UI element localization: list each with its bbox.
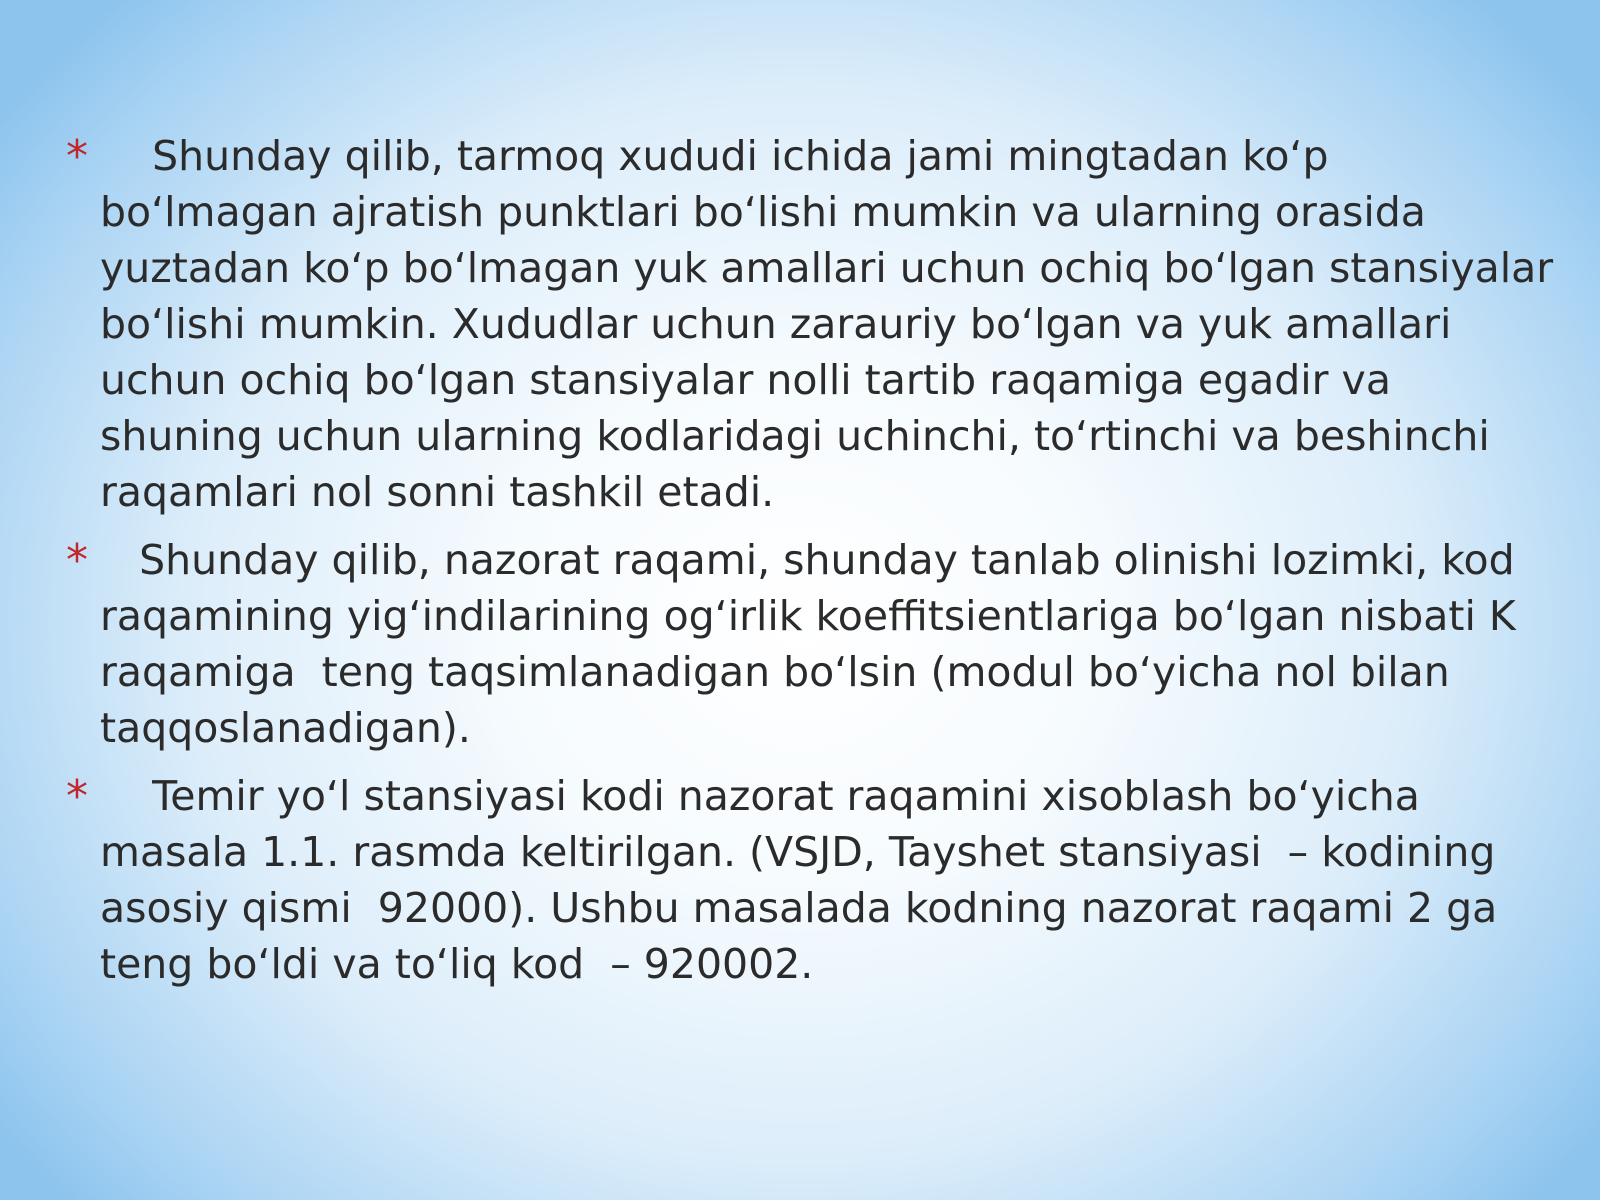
bullet-item <box>66 128 1567 520</box>
asterisk-bullet-icon: * <box>66 535 88 586</box>
bullet-text: Shunday qilib, tarmoq xududi ichida jami mingtadan ko‘p bo‘lmagan ajratish punktlari bo‘lishi mumkin va ularning orasida yuztadan ko‘p bo‘lmagan yuk amallari uchun ochiq bo‘lgan stansiyalar bo‘lishi mumkin. Xududlar uchun zarauriy bo‘lgan va yuk amallari uchun ochiq bo‘lgan stansiyalar nolli tartib raqamiga egadir va shuning uchun ularning kodlaridagi uchinchi, to‘rtinchi va beshinchi raqamlari nol sonni tashkil etadi. <box>100 132 1567 516</box>
bullet-text: Temir yo‘l stansiyasi kodi nazorat raqamini xisoblash bo‘yicha masala 1.1. rasmda keltirilgan. (VSJD, Tayshet stansiyasi – kodining asosiy qismi 92000). Ushbu masalada kodning nazorat raqami 2 ga teng bo‘ldi va to‘liq kod – 920002. <box>100 772 1511 988</box>
asterisk-bullet-icon: * <box>66 131 88 182</box>
bullet-item <box>66 768 1556 992</box>
bullet-list <box>66 128 1567 1004</box>
bullet-item <box>66 532 1556 756</box>
bullet-text: Shunday qilib, nazorat raqami, shunday tanlab olinishi lozimki, kod raqamining yig‘indilarining og‘irlik koeffitsientlariga bo‘lgan nisbati K raqamiga teng taqsimlanadigan bo‘lsin (modul bo‘yicha nol bilan taqqoslanadigan). <box>100 536 1529 752</box>
asterisk-bullet-icon: * <box>66 771 88 822</box>
